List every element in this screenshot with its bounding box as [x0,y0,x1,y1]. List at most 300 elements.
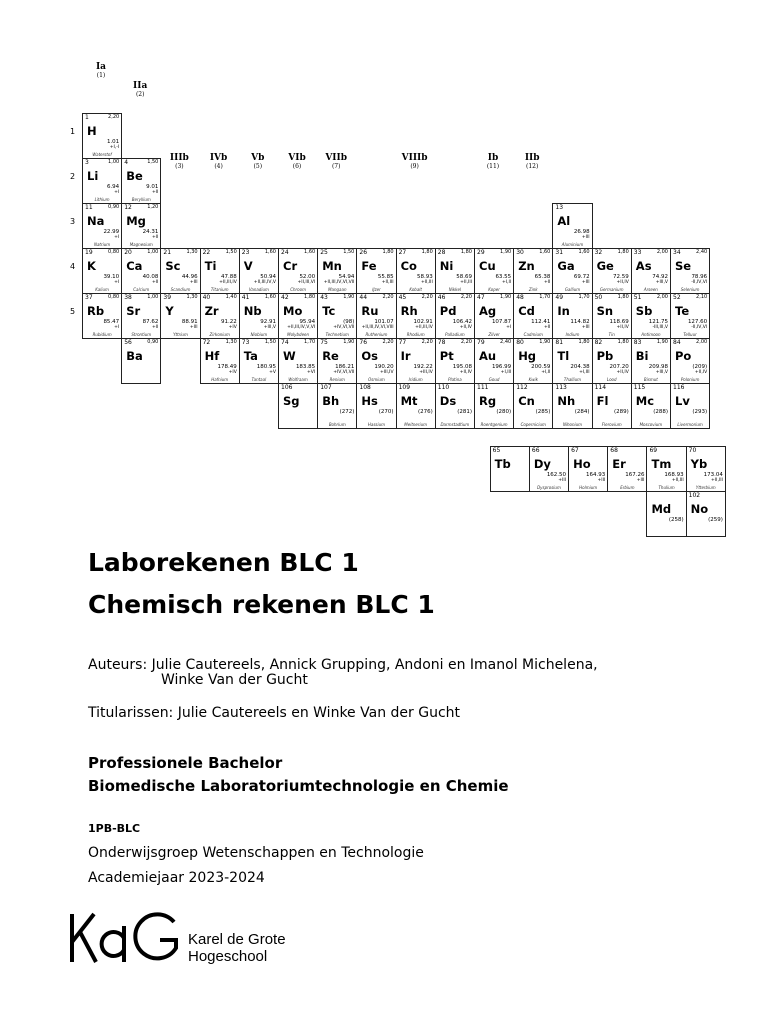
element-symbol: K [87,259,96,273]
element-cell [356,293,396,339]
element-name: Zink [528,287,538,292]
element-oxidation: +II,IV [616,370,629,375]
element-name: Zirkonium [209,332,230,337]
element-symbol: Zn [518,259,535,273]
element-number: 116 [673,384,685,391]
element-symbol: Rb [87,304,105,318]
element-number: 33 [633,249,642,256]
element-name: Calcium [133,287,150,292]
element-cell [631,293,671,339]
element-name: Natrium [93,242,111,247]
element-cell [317,383,357,429]
element-cell [356,338,396,384]
element-cell [592,338,632,384]
element-oxidation: +III [189,280,198,285]
element-oxidation: +IV,VI,VII [333,325,355,330]
element-oxidation: -III,III,V [652,325,668,330]
element-name: Strontium [131,332,152,337]
element-cell [631,248,671,294]
element-name: Niobium [250,332,268,337]
element-symbol: Ca [126,259,143,273]
element-electronegativity: 1,80 [382,249,394,255]
element-number: 112 [516,384,528,391]
element-mass: 6.94 [106,184,120,190]
element-name: Chroom [290,287,306,292]
element-mass: 192.22 [413,364,433,370]
element-number: 27 [398,249,407,256]
element-mass: 196.99 [491,364,512,370]
period-number: 1 [70,127,76,136]
element-electronegativity: 2,20 [460,339,472,345]
element-mass: 44.96 [181,274,198,280]
element-cell [396,293,436,339]
element-mass: 47.88 [221,274,237,280]
element-symbol: Mg [126,214,146,228]
element-name: Rhodium [406,332,425,337]
element-electronegativity: 1,70 [304,339,316,345]
element-electronegativity: 1,80 [617,294,629,300]
group-label-text: IIa [133,80,148,91]
element-oxidation: +III,V [655,370,668,375]
group-label [200,153,238,170]
element-name: Lood [606,377,617,382]
element-electronegativity: 1,80 [304,294,316,300]
element-cell [631,338,671,384]
element-symbol: Nb [243,304,262,318]
element-oxidation: +II,III [711,478,723,483]
element-name: Hafnium [211,377,229,382]
element-mass: (293) [692,409,708,415]
element-electronegativity: 1,00 [147,294,159,300]
element-oxidation: +II,III,IV [219,280,237,285]
element-symbol: Hs [361,394,378,408]
element-name: Moscovium [639,422,663,427]
element-oxidation: +II [543,280,551,285]
element-cell [82,158,122,204]
element-symbol: Tm [651,457,672,471]
element-mass: 40.08 [142,274,159,280]
group-label [513,153,551,170]
element-electronegativity: 1,50 [264,339,276,345]
element-symbol: Cd [518,304,535,318]
element-name: Telluur [683,332,697,337]
element-symbol: Al [557,214,571,228]
element-cell [200,338,240,384]
title-line-2: Chemisch rekenen BLC 1 [88,590,435,619]
element-mass: 54.94 [338,274,355,280]
element-electronegativity: 1,90 [343,339,355,345]
element-mass: (276) [417,409,433,415]
element-oxidation: +VI [307,370,316,375]
element-name: Platina [448,377,462,382]
element-mass: 112.41 [531,319,551,325]
element-mass: 65.38 [534,274,551,280]
element-symbol: Nh [557,394,576,408]
element-mass: 204.38 [570,364,590,370]
program-line-2: Biomedische Laboratoriumtechnologie en Chemie [88,777,509,795]
element-cell [239,293,279,339]
element-cell [592,248,632,294]
title-line-1: Laborekenen BLC 1 [88,548,359,577]
authors-label: Auteurs: [88,657,148,673]
element-cell [686,491,726,537]
element-number: 51 [633,294,642,301]
element-symbol: Sg [283,394,300,408]
element-electronegativity: 1,50 [225,249,237,255]
element-electronegativity: 1,90 [656,339,668,345]
element-mass: 88.91 [181,319,198,325]
element-cell [121,158,161,204]
element-number: 25 [320,249,328,256]
element-number: 22 [202,249,211,256]
element-number: 29 [477,249,485,256]
element-cell [160,248,200,294]
element-cell [121,293,161,339]
element-oxidation: +I,II [502,280,512,285]
element-oxidation: +II [543,325,551,330]
element-mass: (288) [653,409,668,415]
element-cell [513,338,553,384]
element-oxidation: +II,III,IV,V,VI [287,325,316,330]
element-mass: 190.20 [374,364,394,370]
element-cell [670,338,710,384]
element-name: Roentgenium [480,422,508,427]
element-number: 81 [555,339,564,346]
group-label-number: (3) [175,162,184,170]
element-number: 52 [673,294,681,301]
element-symbol: Ni [439,259,454,273]
element-symbol: Cu [479,259,496,273]
element-mass: (259) [708,517,723,523]
element-electronegativity: 1,00 [147,249,159,255]
element-number: 110 [437,384,450,391]
element-number: 46 [437,294,446,301]
element-cell [513,248,553,294]
element-oxidation: +I [114,325,120,330]
element-number: 67 [571,447,579,454]
element-number: 56 [124,339,132,346]
element-electronegativity: 1,50 [343,249,355,255]
element-electronegativity: 2,00 [696,339,708,345]
element-electronegativity: 1,80 [617,339,629,345]
element-mass: 1.01 [106,139,120,145]
element-mass: (98) [343,319,355,325]
element-electronegativity: 1,80 [421,249,433,255]
element-oxidation: +III,V [263,325,276,330]
element-symbol: H [87,124,97,138]
element-cell [552,383,592,429]
group-label-text: Ib [487,152,499,163]
element-symbol: Ta [243,349,258,363]
element-name: Livermorium [677,422,703,427]
element-oxidation: +I,II [541,370,551,375]
element-number: 79 [477,339,485,346]
element-cell [82,248,122,294]
element-electronegativity: 1,60 [539,249,551,255]
element-symbol: V [243,259,253,273]
element-cell [435,338,475,384]
element-mass: 195.08 [452,364,472,370]
element-oxidation: +I [114,235,120,240]
element-mass: 164.93 [586,472,606,478]
element-electronegativity: 1,90 [500,249,512,255]
element-cell [592,293,632,339]
element-mass: (258) [668,517,684,523]
element-cell [474,293,514,339]
element-number: 24 [281,249,289,256]
course-code: 1PB-BLC [88,822,141,835]
element-electronegativity: 1,60 [264,294,276,300]
element-symbol: Hf [204,349,220,363]
element-mass: 114.82 [570,319,590,325]
element-number: 26 [359,249,368,256]
element-cell [435,383,475,429]
element-oxidation: +II [151,325,159,330]
element-mass: 58.93 [417,274,433,280]
element-mass: 183.85 [295,364,316,370]
element-name: Hassium [367,422,386,427]
element-mass: (209) [692,364,708,370]
element-cell [670,383,710,429]
element-electronegativity: 2,20 [460,294,472,300]
element-electronegativity: 2,20 [421,339,433,345]
group-label-text: VIb [288,152,306,163]
element-number: 72 [202,339,211,346]
element-cell [646,446,686,492]
element-symbol: Ag [479,304,497,318]
element-oxidation: +V [269,370,276,375]
element-electronegativity: 2,40 [696,249,708,255]
group-label [317,153,355,170]
element-name: Molybdeen [287,332,310,337]
element-mass: (284) [574,409,590,415]
element-mass: 50.94 [260,274,276,280]
element-name: Polonium [680,377,700,382]
element-mass: 85.47 [103,319,120,325]
element-symbol: Zr [204,304,219,318]
element-number: 48 [516,294,524,301]
element-name: Yttrium [173,332,188,337]
element-number: 19 [85,249,93,256]
element-symbol: Co [400,259,417,273]
element-oxidation: +I [506,325,512,330]
element-oxidation: +II,IV [616,280,629,285]
element-mass: 69.72 [573,274,590,280]
element-name: Meitnerium [404,422,428,427]
element-mass: 121.75 [648,319,668,325]
element-symbol: Fl [596,394,609,408]
element-name: Ruthenium [365,332,388,337]
element-number: 73 [241,339,250,346]
element-symbol: Li [87,169,99,183]
element-symbol: Be [126,169,143,183]
element-mass: 168.93 [664,472,684,478]
element-symbol: Rg [479,394,497,408]
element-number: 28 [437,249,446,256]
element-cell [513,383,553,429]
element-mass: 63.55 [495,274,512,280]
group-label-number: (7) [331,162,341,170]
element-name: Iridium [408,377,423,382]
group-label-number: (12) [526,162,539,170]
element-name: Erbium [620,485,635,490]
element-symbol: Tl [557,349,570,363]
group-label-number: (5) [253,162,263,170]
element-symbol: Sb [635,304,653,318]
element-number: 75 [320,339,328,346]
element-cell [552,338,592,384]
element-mass: 95.94 [299,319,316,325]
element-oxidation: +I,-I [109,145,120,150]
element-symbol: Sc [165,259,181,273]
element-number: 4 [124,159,129,166]
element-number: 39 [163,294,172,301]
element-cell [435,293,475,339]
element-name: Selenium [680,287,700,292]
element-number: 74 [281,339,289,346]
group-label [160,153,198,170]
element-name: Bismut [643,377,658,382]
element-symbol: In [557,304,570,318]
element-number: 23 [241,249,250,256]
group-label-number: (11) [486,162,500,170]
element-number: 111 [477,384,489,391]
academic-year: Academiejaar 2023-2024 [88,870,265,886]
element-mass: 178.49 [217,364,237,370]
program-line-1: Professionele Bachelor [88,754,283,772]
element-number: 78 [437,339,446,346]
period-number: 2 [70,172,76,181]
element-electronegativity: 1,90 [539,339,551,345]
period-number: 5 [70,307,76,316]
element-number: 44 [359,294,368,301]
element-symbol: Mc [635,394,655,408]
element-cell [670,248,710,294]
element-electronegativity: 1,70 [578,294,590,300]
group-label-text: VIIb [325,152,348,163]
group-label-number: (4) [214,162,223,170]
element-symbol: Lv [675,394,690,408]
element-name: IJzer [372,287,381,292]
kdg-logo-mark [68,912,180,964]
element-oxidation: +II [151,235,159,240]
element-number: 107 [320,384,332,391]
element-symbol: Te [675,304,690,318]
element-symbol: Mt [400,394,418,408]
element-cell [631,383,671,429]
element-electronegativity: 1,90 [500,294,512,300]
element-number: 68 [610,447,618,454]
element-oxidation: -II,IV,VI [691,280,708,285]
element-symbol: Hg [518,349,537,363]
element-name: Scandium [170,287,191,292]
element-mass: 92.91 [260,319,276,325]
element-electronegativity: 1,70 [539,294,551,300]
element-name: Cadmium [523,332,543,337]
element-symbol: No [690,502,709,516]
group-label [121,81,159,98]
element-cell [396,338,436,384]
element-electronegativity: 1,30 [186,294,198,300]
element-mass: (280) [496,409,512,415]
element-number: 43 [320,294,328,301]
element-electronegativity: 2,20 [421,294,433,300]
element-mass: 52.00 [299,274,316,280]
element-number: 109 [398,384,411,391]
element-name: Rubidium [92,332,112,337]
element-number: 50 [594,294,603,301]
element-cell [356,248,396,294]
element-number: 40 [202,294,211,301]
element-name: Tin [608,332,615,337]
element-cell [200,248,240,294]
element-mass: 55.85 [377,274,394,280]
element-number: 1 [85,114,89,121]
element-symbol: Cr [283,259,298,273]
logo-line-1: Karel de Grote [188,931,286,948]
element-number: 84 [673,339,681,346]
element-symbol: As [635,259,652,273]
element-number: 38 [124,294,132,301]
element-electronegativity: 1,80 [460,249,472,255]
element-oxidation: +II,IV [616,325,629,330]
element-number: 70 [688,447,697,454]
element-symbol: Dy [533,457,551,471]
element-electronegativity: 1,20 [147,204,159,210]
authors-line-2: Winke Van der Gucht [161,672,308,688]
element-mass: 180.95 [256,364,276,370]
element-symbol: Pt [439,349,454,363]
element-number: 114 [594,384,607,391]
element-oxidation: +IV [228,370,237,375]
element-symbol: Ru [361,304,379,318]
element-name: Dysprosium [537,485,561,490]
element-cell [552,203,592,249]
element-number: 21 [163,249,172,256]
element-oxidation: +II,III,IV,VI,VIII [361,325,394,330]
element-name: Lithium [94,197,110,202]
element-number: 77 [398,339,407,346]
element-oxidation: +II,III,IV,VI,VII [323,280,355,285]
element-mass: (272) [339,409,355,415]
element-number: 83 [633,339,642,346]
element-cell [646,491,686,537]
element-number: 82 [594,339,603,346]
element-mass: 26.98 [573,229,590,235]
element-cell [239,338,279,384]
element-cell [317,248,357,294]
element-name: Vanadium [248,287,269,292]
element-oxidation: +III [581,280,590,285]
element-name: Koper [488,287,500,292]
element-cell [529,446,569,492]
group-label-text: VIIIb [401,152,428,163]
element-electronegativity: 0,80 [108,249,120,255]
group-label-number: (6) [292,162,302,170]
element-oxidation: +I [114,280,120,285]
element-cell [474,383,514,429]
element-electronegativity: 1,60 [578,249,590,255]
element-symbol: Er [612,457,626,471]
element-symbol: Ti [204,259,217,273]
element-electronegativity: 2,20 [108,114,120,120]
period-number: 4 [70,262,76,271]
element-number: 41 [241,294,250,301]
element-oxidation: +II,III,VI [297,280,316,285]
element-name: Osmium [368,377,385,382]
element-name: Arseen [643,287,658,292]
element-electronegativity: 1,80 [617,249,629,255]
